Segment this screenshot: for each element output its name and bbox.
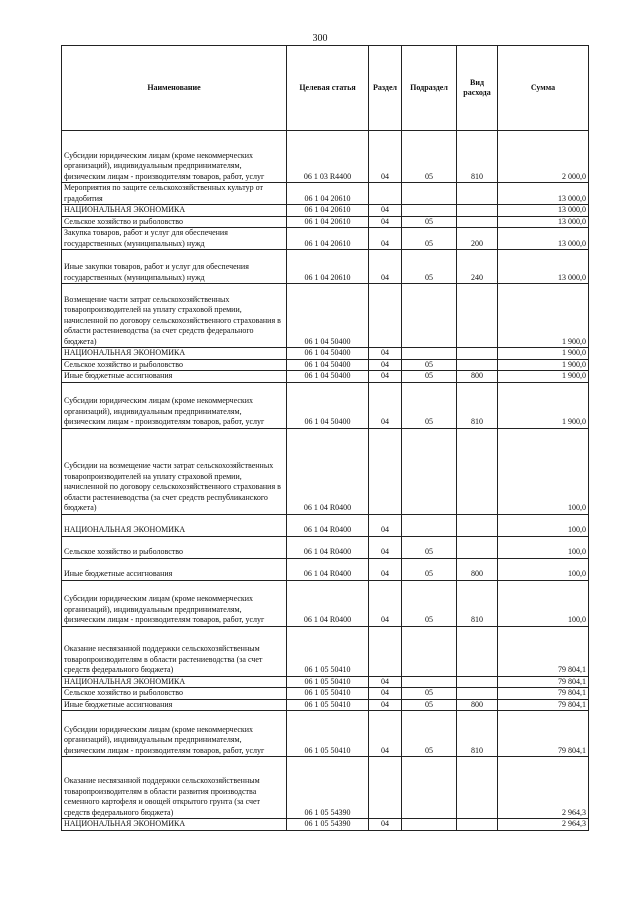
table-row: [62, 382, 589, 428]
cell-expense-type: [457, 514, 498, 536]
cell-article: 06 1 04 R0400: [287, 580, 369, 626]
header-name: Наименование: [62, 46, 287, 131]
cell-amount: 1 900,0: [498, 359, 589, 371]
cell-expense-type: [457, 359, 498, 371]
cell-expense-type: 810: [457, 580, 498, 626]
cell-article: 06 1 04 20610: [287, 228, 369, 250]
cell-name: Субсидии юридическим лицам (кроме некоммерческих организаций), индивидуальным предпринимателям, физическим лицам - производителям товаров, работ, услуг: [62, 580, 287, 626]
cell-subsection: 05: [402, 131, 457, 183]
cell-amount: 1 900,0: [498, 382, 589, 428]
cell-expense-type: 800: [457, 371, 498, 383]
cell-amount: 79 804,1: [498, 688, 589, 700]
cell-subsection: 05: [402, 250, 457, 284]
cell-section: 04: [369, 205, 402, 217]
cell-name: Сельское хозяйство и рыболовство: [62, 216, 287, 228]
cell-amount: 100,0: [498, 536, 589, 558]
cell-section: 04: [369, 580, 402, 626]
cell-expense-type: [457, 183, 498, 205]
table-row: [62, 131, 589, 183]
cell-amount: 79 804,1: [498, 699, 589, 711]
cell-subsection: 05: [402, 216, 457, 228]
cell-amount: 2 964,3: [498, 819, 589, 831]
cell-subsection: [402, 183, 457, 205]
cell-amount: 100,0: [498, 514, 589, 536]
cell-amount: 13 000,0: [498, 205, 589, 217]
cell-expense-type: 800: [457, 699, 498, 711]
cell-amount: 100,0: [498, 580, 589, 626]
cell-article: 06 1 04 50400: [287, 348, 369, 360]
cell-amount: 79 804,1: [498, 626, 589, 676]
cell-subsection: [402, 348, 457, 360]
cell-expense-type: [457, 205, 498, 217]
cell-name: Субсидии юридическим лицам (кроме некоммерческих организаций), индивидуальным предпринимателям, физическим лицам - производителям товаров, работ, услуг: [62, 382, 287, 428]
cell-article: 06 1 05 50410: [287, 676, 369, 688]
cell-name: Сельское хозяйство и рыболовство: [62, 536, 287, 558]
cell-name: Иные закупки товаров, работ и услуг для обеспечения государственных (муниципальных) нужд: [62, 250, 287, 284]
table-row: [62, 711, 589, 757]
cell-article: 06 1 04 50400: [287, 359, 369, 371]
cell-section: 04: [369, 536, 402, 558]
cell-expense-type: 800: [457, 558, 498, 580]
cell-amount: 13 000,0: [498, 228, 589, 250]
cell-section: 04: [369, 228, 402, 250]
cell-amount: 13 000,0: [498, 183, 589, 205]
cell-name: НАЦИОНАЛЬНАЯ ЭКОНОМИКА: [62, 819, 287, 831]
table-row: [62, 676, 589, 688]
cell-name: Оказание несвязанной поддержки сельскохозяйственным товаропроизводителям в области развития производства семенного картофеля и овощей открытого грунта (за счет средств федерального бюджета): [62, 757, 287, 819]
cell-article: 06 1 04 20610: [287, 205, 369, 217]
cell-amount: 2 964,3: [498, 757, 589, 819]
cell-section: 04: [369, 131, 402, 183]
cell-article: 06 1 05 54390: [287, 819, 369, 831]
cell-name: Закупка товаров, работ и услуг для обеспечения государственных (муниципальных) нужд: [62, 228, 287, 250]
cell-subsection: 05: [402, 371, 457, 383]
table-row: [62, 580, 589, 626]
cell-amount: 100,0: [498, 558, 589, 580]
cell-subsection: 05: [402, 688, 457, 700]
header-section: Раздел: [369, 46, 402, 131]
cell-article: 06 1 05 50410: [287, 626, 369, 676]
cell-expense-type: 240: [457, 250, 498, 284]
table-row: [62, 348, 589, 360]
cell-subsection: 05: [402, 558, 457, 580]
cell-amount: 79 804,1: [498, 711, 589, 757]
table-row: [62, 688, 589, 700]
cell-subsection: [402, 626, 457, 676]
cell-expense-type: [457, 216, 498, 228]
table-row: [62, 359, 589, 371]
header-row: [62, 46, 589, 131]
table-row: [62, 284, 589, 348]
cell-article: 06 1 04 20610: [287, 250, 369, 284]
header-subsection: Подраздел: [402, 46, 457, 131]
cell-section: 04: [369, 514, 402, 536]
cell-subsection: [402, 819, 457, 831]
table-row: [62, 205, 589, 217]
cell-name: Субсидии юридическим лицам (кроме некоммерческих организаций), индивидуальным предпринимателям, физическим лицам - производителям товаров, работ, услуг: [62, 131, 287, 183]
cell-article: 06 1 04 R0400: [287, 536, 369, 558]
header-article: Целевая статья: [287, 46, 369, 131]
cell-expense-type: 810: [457, 711, 498, 757]
cell-amount: 100,0: [498, 428, 589, 514]
cell-name: НАЦИОНАЛЬНАЯ ЭКОНОМИКА: [62, 676, 287, 688]
cell-section: [369, 183, 402, 205]
cell-expense-type: [457, 676, 498, 688]
cell-subsection: 05: [402, 359, 457, 371]
cell-section: 04: [369, 348, 402, 360]
cell-name: НАЦИОНАЛЬНАЯ ЭКОНОМИКА: [62, 205, 287, 217]
cell-name: НАЦИОНАЛЬНАЯ ЭКОНОМИКА: [62, 348, 287, 360]
cell-amount: 1 900,0: [498, 348, 589, 360]
cell-name: Субсидии юридическим лицам (кроме некоммерческих организаций), индивидуальным предпринимателям, физическим лицам - производителям товаров, работ, услуг: [62, 711, 287, 757]
cell-subsection: 05: [402, 580, 457, 626]
cell-name: Субсидии на возмещение части затрат сельскохозяйственных товаропроизводителей на уплату страховой премии, начисленной по договору сельскохозяйственного страхования в области растениеводства (за счет средств республиканского бюджета): [62, 428, 287, 514]
cell-section: 04: [369, 676, 402, 688]
cell-name: НАЦИОНАЛЬНАЯ ЭКОНОМИКА: [62, 514, 287, 536]
cell-subsection: [402, 284, 457, 348]
cell-expense-type: [457, 688, 498, 700]
cell-article: 06 1 04 R0400: [287, 558, 369, 580]
cell-subsection: 05: [402, 699, 457, 711]
table-row: [62, 699, 589, 711]
table-row: [62, 371, 589, 383]
cell-subsection: 05: [402, 382, 457, 428]
page-number: 300: [312, 33, 328, 44]
cell-expense-type: [457, 348, 498, 360]
cell-section: 04: [369, 371, 402, 383]
cell-section: 04: [369, 382, 402, 428]
table-row: [62, 228, 589, 250]
table-row: [62, 536, 589, 558]
table-row: [62, 514, 589, 536]
cell-subsection: [402, 676, 457, 688]
cell-name: Иные бюджетные ассигнования: [62, 371, 287, 383]
cell-name: Иные бюджетные ассигнования: [62, 699, 287, 711]
cell-name: Сельское хозяйство и рыболовство: [62, 359, 287, 371]
cell-amount: 13 000,0: [498, 216, 589, 228]
cell-expense-type: [457, 819, 498, 831]
cell-section: [369, 428, 402, 514]
cell-subsection: [402, 757, 457, 819]
cell-expense-type: [457, 428, 498, 514]
cell-section: 04: [369, 250, 402, 284]
cell-name: Иные бюджетные ассигнования: [62, 558, 287, 580]
header-expense-type: Вид расхода: [457, 46, 498, 131]
cell-article: 06 1 04 20610: [287, 216, 369, 228]
table-row: [62, 250, 589, 284]
cell-subsection: [402, 205, 457, 217]
cell-section: [369, 626, 402, 676]
cell-article: 06 1 04 50400: [287, 382, 369, 428]
cell-subsection: 05: [402, 228, 457, 250]
cell-expense-type: 810: [457, 131, 498, 183]
cell-expense-type: 810: [457, 382, 498, 428]
cell-section: 04: [369, 688, 402, 700]
table-row: [62, 757, 589, 819]
cell-section: 04: [369, 216, 402, 228]
cell-article: 06 1 04 R0400: [287, 428, 369, 514]
table-row: [62, 626, 589, 676]
cell-section: [369, 757, 402, 819]
cell-section: 04: [369, 819, 402, 831]
cell-article: 06 1 04 R0400: [287, 514, 369, 536]
table-row: [62, 183, 589, 205]
table-row: [62, 216, 589, 228]
cell-section: 04: [369, 359, 402, 371]
cell-section: [369, 284, 402, 348]
cell-subsection: [402, 514, 457, 536]
cell-article: 06 1 04 20610: [287, 183, 369, 205]
cell-amount: 2 000,0: [498, 131, 589, 183]
cell-section: 04: [369, 558, 402, 580]
cell-expense-type: [457, 757, 498, 819]
cell-section: 04: [369, 699, 402, 711]
table-row: [62, 558, 589, 580]
cell-amount: 79 804,1: [498, 676, 589, 688]
cell-name: Оказание несвязанной поддержки сельскохозяйственным товаропроизводителям в области растениеводства (за счет средств федерального бюджета): [62, 626, 287, 676]
cell-article: 06 1 04 50400: [287, 284, 369, 348]
cell-article: 06 1 05 54390: [287, 757, 369, 819]
cell-amount: 1 900,0: [498, 371, 589, 383]
cell-name: Возмещение части затрат сельскохозяйственных товаропроизводителей на уплату страховой премии, начисленной по договору сельскохозяйственного страхования в области растениеводства (за счет средств федерального бюджета): [62, 284, 287, 348]
cell-subsection: 05: [402, 536, 457, 558]
budget-table: [61, 45, 589, 831]
cell-expense-type: [457, 626, 498, 676]
cell-article: 06 1 05 50410: [287, 711, 369, 757]
cell-amount: 1 900,0: [498, 284, 589, 348]
cell-expense-type: [457, 536, 498, 558]
cell-article: 06 1 05 50410: [287, 688, 369, 700]
cell-subsection: 05: [402, 711, 457, 757]
table-row: [62, 428, 589, 514]
table-row: [62, 819, 589, 831]
cell-section: 04: [369, 711, 402, 757]
header-amount: Сумма: [498, 46, 589, 131]
cell-article: 06 1 03 R4400: [287, 131, 369, 183]
cell-expense-type: 200: [457, 228, 498, 250]
cell-expense-type: [457, 284, 498, 348]
cell-subsection: [402, 428, 457, 514]
cell-amount: 13 000,0: [498, 250, 589, 284]
cell-name: Сельское хозяйство и рыболовство: [62, 688, 287, 700]
cell-article: 06 1 05 50410: [287, 699, 369, 711]
cell-article: 06 1 04 50400: [287, 371, 369, 383]
cell-name: Мероприятия по защите сельскохозяйственных культур от градобития: [62, 183, 287, 205]
